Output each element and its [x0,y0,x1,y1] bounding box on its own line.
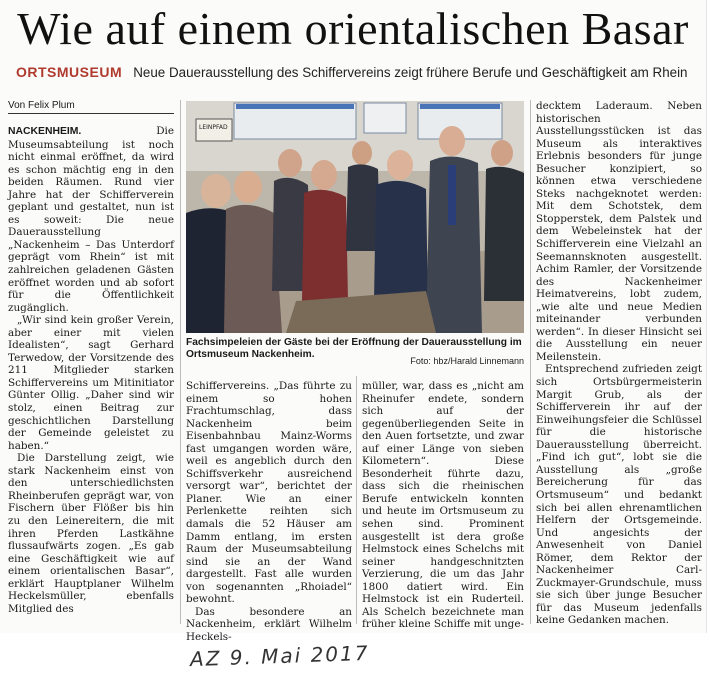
photo-credit: Foto: hbz/Harald Linnemann [410,356,524,366]
dateline: NACKENHEIM. [8,126,82,137]
column-1 [8,125,174,615]
event-photo [186,101,524,333]
column-3 [362,380,524,631]
subhead: Neue Dauerausstellung des Schiffervereins zeigt frühere Berufe und Geschäftigkeit am Rhein [133,65,688,80]
handwritten-date-note: AZ 9. Mai 2017 [189,640,370,672]
paragraph: Die Darstellung zeigt, wie stark Nackenheim einst von den unterschiedlichsten Rheinberufen geprägt war, von Fischern über Flößer bis hin zu den Leinereitern, die mit ihren Pferden Lastkähne flussaufwärts zogen. „Es gab eine Geschäftigkeit wie auf einem orientalischen Basar“, erklärt Hauptplaner Wilhelm Heckelsmüller, ebenfalls Mitglied des [8,452,174,615]
paragraph: decktem Laderaum. Neben historischen Ausstellungsstücken ist das Museum als interaktives Erlebnis besonders für junge Besucher konzipiert, so können etwa verschiedene Steks nachgeknotet werden: Mit dem Schotstek, dem Stopperstek, dem Palstek und dem Webeleinstek hat der Schifferverein eine Vielzahl an Seemannsknoten ausgestellt. Achim Ramler, der Vorsitzende des Nackenheimer Heimatvereins, lobt zudem, „wie alte und neue Medien miteinander verbunden werden“. In dieser Hinsicht sei die Ausstellung ein neuer Meilenstein. [536,100,702,363]
paragraph: Das besondere an Nackenheim, erklärt Wilhelm Heckels- [186,605,352,643]
photo-caption: Fachsimpeleien der Gäste bei der Eröffnung der Dauerausstellung im Ortsmuseum Nackenheim. [186,337,522,360]
column-4 [536,100,702,627]
paragraph: Schiffervereins. „Das führte zu einem so hohen Frachtumschlag, dass Nackenheim beim Eisenbahnbau Mainz-Worms fast umgangen worden wäre, weil es angeblich durch den Schiffsverkehr ausreichend versorgt war“, berichtet der Planer. Wie an einer Perlenkette reihten sich damals die 52 Häuser am Damm entlang, im ersten Raum der Museumsabteilung sind sie an der Wand dargestellt. Fast alle wurden von sogenannten „Rhoiadel“ bewohnt. [186,380,352,606]
column-divider [356,376,357,624]
column-divider [530,100,531,624]
kicker: ORTSMUSEUM [16,64,123,80]
paragraph: Entsprechend zufrieden zeigt sich Ortsbürgermeisterin Margit Grub, als der Schifferverein ihr auf der Einweihungsfeier die Schlüssel für die historische Dauerausstellung überreicht. „Find ich gut“, lobt sie die Ausstellung als „große Bereicherung für das Ortsmuseum“ und bedankt sich bei allen ehrenamtlichen Helfern der Ortsgemeinde. Und angesichts der Anwesenheit von Daniel Römer, dem Rektor der Nackenheimer Carl-Zuckmayer-Grundschule, muss sie sich über junge Besucher für das Museum jedenfalls keine Gedanken machen. [536,363,702,627]
paragraph [8,125,174,314]
byline: Von Felix Plum [8,100,174,114]
column-2 [186,380,352,643]
kicker-row [16,62,706,82]
column-divider [180,100,181,624]
paragraph: müller, war, dass es „nicht am Rheinufer endete, sondern sich auf der gegenüberliegenden Seite in den Auen fortsetzte, und zwar auf einer Länge von sieben Kilometern“. Diese Besonderheit führte dazu, dass sich die rheinischen Berufe entwickeln konnten und heute im Ortsmuseum zu sehen sind. Prominent ausgestellt ist dera große Helmstock eines Schelchs mit seiner handgeschnitzten Verzierung, die um das Jahr 1800 datiert wird. Ein Helmstock ist ein Ruderteil. Als Schelch bezeichnete man früher kleine Schiffe mit unge- [362,380,524,631]
photo-sign-text: LEINPFAD [199,124,228,131]
photo-illustration [186,101,524,333]
column-1-text: Die Museumsabteilung ist noch nicht einmal eröffnet, da wird es schon mächtig eng in den beiden Räumen. Rund vier Jahre hat der Schifferverein geplant und gestaltet, nun ist es soweit: Die neue Dauerausstellung „Nackenheim – Das Unterdorf geprägt vom Rhein“ ist mit zahlreichen geladenen Gästen eröffnet worden und ab sofort für die Öffentlichkeit zugänglich. [8,125,174,314]
paragraph: „Wir sind kein großer Verein, aber einer mit vielen Idealisten“, sagt Gerhard Terwedow, der Vorsitzende des 211 Mitglieder starken Schiffervereins um Mitinitiator Günter Ollig. „Daher sind wir stolz, einen Beitrag zur geschichtlichen Darstellung der Gemeinde geleistet zu haben.“ [8,314,174,452]
headline: Wie auf einem orientalischen Basar [17,3,689,54]
